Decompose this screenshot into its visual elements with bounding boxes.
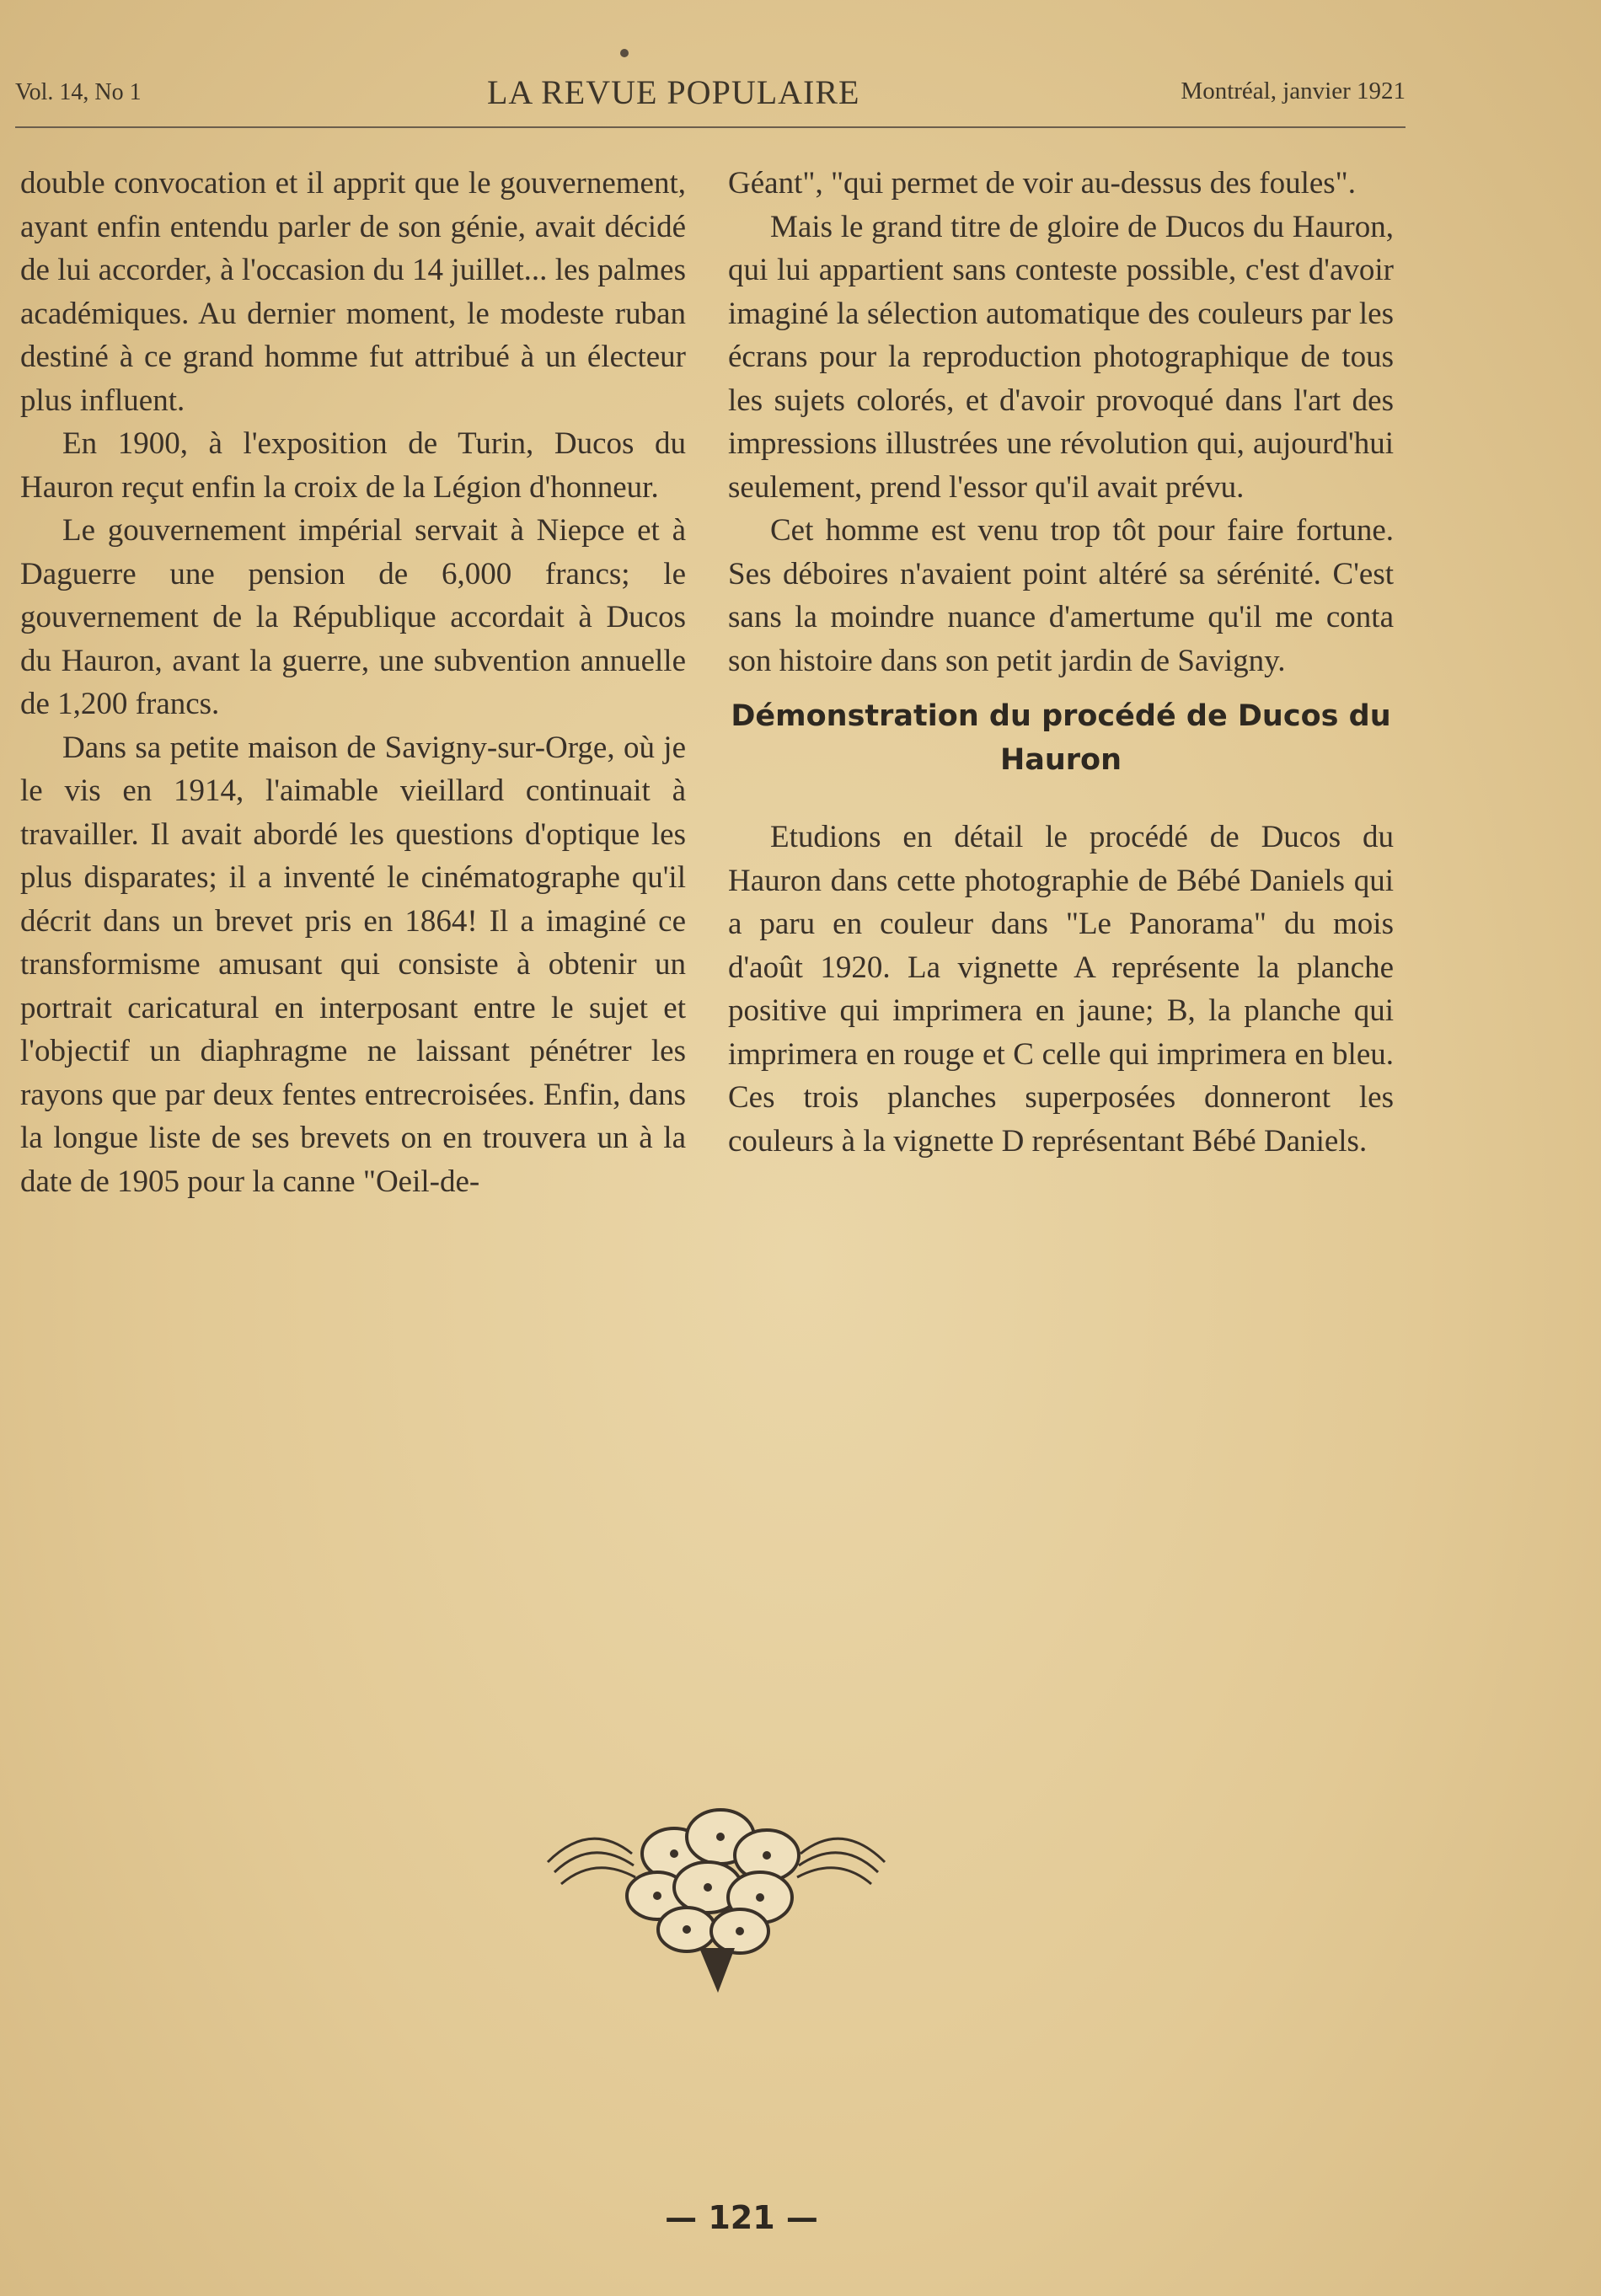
paragraph: Cet homme est venu trop tôt pour faire fortune. Ses déboires n'avaient point altéré sa sérénité. C'est sans la moindre nuance d'amertume qu'il me conta son histoire dans son petit jardin de Savigny. xyxy=(728,513,1394,678)
header-rule xyxy=(15,126,1406,128)
paragraph: En 1900, à l'exposition de Turin, Ducos du Hauron reçut enfin la croix de la Légion d'honneur. xyxy=(20,426,686,505)
running-header xyxy=(15,72,1406,123)
paragraph: Mais le grand titre de gloire de Ducos du Hauron, qui lui appartient sans conteste possible, c'est d'avoir imaginé la sélection automatique des couleurs par les écrans pour la reproduction photographique de tous les sujets colorés, et d'avoir provoqué dans l'art des impressions illustrées une révolution qui, aujourd'hui seulement, prend l'essor qu'il avait prévu. xyxy=(728,209,1394,505)
page-number: — 121 — xyxy=(665,2199,818,2236)
paragraph: Dans sa petite maison de Savigny-sur-Orge, où je le vis en 1914, l'aimable vieillard continuait à travailler. Il avait abordé les questions d'optique les plus disparates; il a inventé le cinématographe qu'il décrit dans un brevet pris en 1864! Il a imaginé ce transformisme amusant qui consiste à obtenir un portrait caricatural en interposant entre le sujet et l'objectif un diaphragme ne laissant pénétrer les rayons que par deux fentes entrecroisées. Enfin, dans la longue liste de ses brevets on en trouvera un à la date de 1905 pour la canne "Oeil-de- xyxy=(20,730,686,1199)
left-column xyxy=(20,162,686,1203)
journal-title: LA REVUE POPULAIRE xyxy=(487,73,860,111)
issue-date: Montréal, janvier 1921 xyxy=(1181,78,1406,104)
ink-dot xyxy=(620,49,629,57)
right-column xyxy=(728,162,1394,1163)
paragraph: Etudions en détail le procédé de Ducos du Hauron dans cette photographie de Bébé Daniels qui a paru en couleur dans "Le Panorama" du mois d'août 1920. La vignette A représente la planche positive qui imprimera en jaune; B, la planche qui imprimera en rouge et C celle qui imprimera en bleu. Ces trois planches superposées donneront les couleurs à la vignette D représentant Bébé Daniels. xyxy=(728,820,1394,1159)
paragraph: Le gouvernement impérial servait à Niepce et à Daguerre une pension de 6,000 francs; le gouvernement de la République accordait à Ducos du Hauron, avant la guerre, une subvention annuelle de 1,200 francs. xyxy=(20,513,686,721)
floral-vignette-icon xyxy=(539,1803,893,2005)
volume-number: Vol. 14, No 1 xyxy=(15,79,142,105)
paragraph: Géant", "qui permet de voir au-dessus des foules". xyxy=(728,166,1357,201)
section-heading: Démonstration du procédé de Ducos du Hauron xyxy=(731,699,1391,777)
paragraph: double convocation et il apprit que le gouvernement, ayant enfin entendu parler de son génie, avait décidé de lui accorder, à l'occasion du 14 juillet... les palmes académiques. Au dernier moment, le modeste ruban destiné à ce grand homme fut attribué à un électeur plus influent. xyxy=(20,166,686,418)
